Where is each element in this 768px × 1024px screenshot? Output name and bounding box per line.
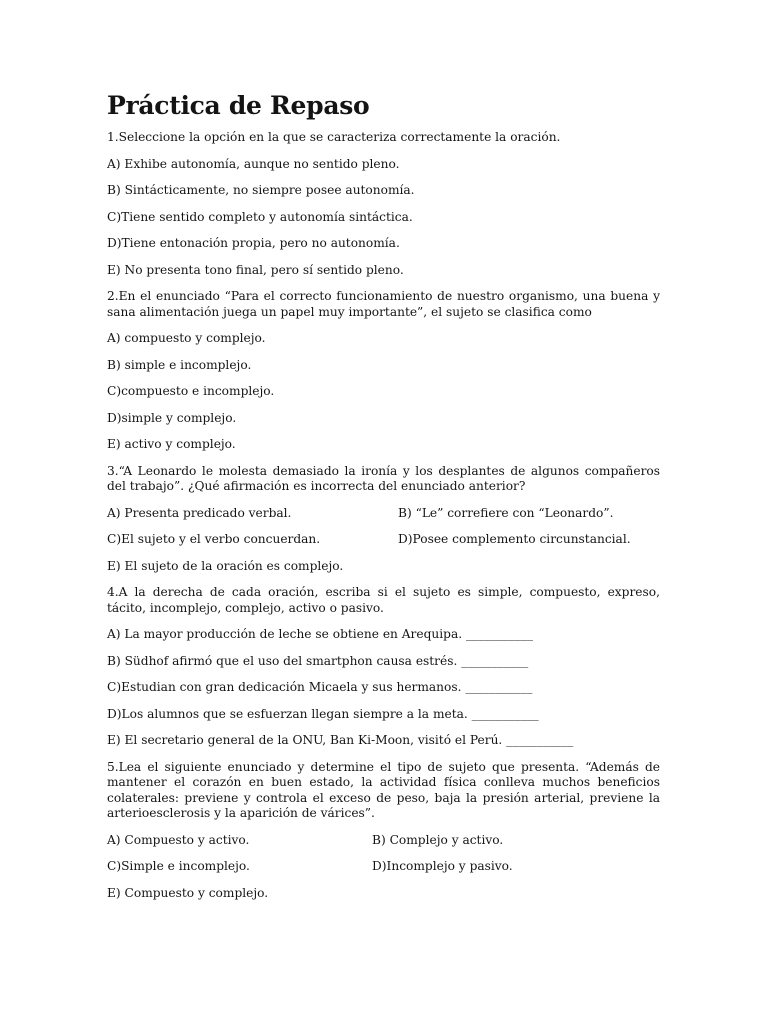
question-4-item-a: A) La mayor producción de leche se obtiene en Arequipa. ___________ <box>107 627 533 641</box>
question-5-option-a: A) Compuesto y activo. <box>107 832 250 847</box>
question-3-option-c: C)El sujeto y el verbo concuerdan. <box>107 532 321 546</box>
question-5-option-b: B) Complejo y activo. <box>372 832 504 847</box>
question-1-option-d: D)Tiene entonación propia, pero no autonomía. <box>107 236 400 250</box>
question-3-row-ab <box>107 506 660 522</box>
question-2-option-d: D)simple y complejo. <box>107 410 237 425</box>
question-5-row-ab <box>107 833 660 849</box>
question-4-item-c: C)Estudian con gran dedicación Micaela y sus hermanos. ___________ <box>107 680 533 694</box>
question-2-option-c: C)compuesto e incomplejo. <box>107 384 275 398</box>
question-5-row-cd <box>107 859 660 875</box>
question-2-option-a: A) compuesto y complejo. <box>107 331 266 345</box>
question-2-option-b: B) simple e incomplejo. <box>107 357 252 372</box>
question-4-item-b: B) Südhof afirmó que el uso del smartphon causa estrés. ___________ <box>107 653 529 668</box>
question-5: 5.Lea el siguiente enunciado y determine el tipo de sujeto que presenta. “Además de mantener el corazón en buen estado, la actividad física conlleva muchos beneficios colaterales: previene y controla el exceso de peso, baja la presión arterial, previene la arterioesclerosis y la aparición de várices”. <box>107 759 660 820</box>
question-4: 4.A la derecha de cada oración, escriba si el sujeto es simple, compuesto, expreso, tácito, incomplejo, complejo, activo o pasivo. <box>107 585 660 615</box>
question-5-option-e: E) Compuesto y complejo. <box>107 885 269 900</box>
question-3-option-b: B) “Le” correfiere con “Leonardo”. <box>398 505 614 520</box>
question-3-option-a: A) Presenta predicado verbal. <box>107 505 292 520</box>
question-3-option-d: D)Posee complemento circunstancial. <box>398 532 631 546</box>
question-4-item-e: E) El secretario general de la ONU, Ban Ki-Moon, visitó el Perú. ___________ <box>107 733 574 747</box>
question-1-option-b: B) Sintácticamente, no siempre posee autonomía. <box>107 183 415 197</box>
question-1-option-a: A) Exhibe autonomía, aunque no sentido pleno. <box>107 156 400 171</box>
question-1: 1.Seleccione la opción en la que se caracteriza correctamente la oración. <box>107 130 561 144</box>
question-5-option-c: C)Simple e incomplejo. <box>107 859 250 873</box>
question-4-item-d: D)Los alumnos que se esfuerzan llegan siempre a la meta. ___________ <box>107 706 539 721</box>
question-3: 3.“A Leonardo le molesta demasiado la ironía y los desplantes de algunos compañeros del trabajo”. ¿Qué afirmación es incorrecta del enunciado anterior? <box>107 463 660 493</box>
question-5-option-d: D)Incomplejo y pasivo. <box>372 859 513 873</box>
question-2-option-e: E) activo y complejo. <box>107 437 236 451</box>
question-2: 2.En el enunciado “Para el correcto funcionamiento de nuestro organismo, una buena y sana alimentación juega un papel muy importante”, el sujeto se clasifica como <box>107 289 660 319</box>
document-page <box>107 88 660 912</box>
question-1-option-c: C)Tiene sentido completo y autonomía sintáctica. <box>107 209 413 224</box>
question-1-option-e: E) No presenta tono final, pero sí sentido pleno. <box>107 262 404 277</box>
question-3-row-cd <box>107 532 660 548</box>
page-title: Práctica de Repaso <box>107 91 370 120</box>
question-3-option-e: E) El sujeto de la oración es complejo. <box>107 558 344 573</box>
